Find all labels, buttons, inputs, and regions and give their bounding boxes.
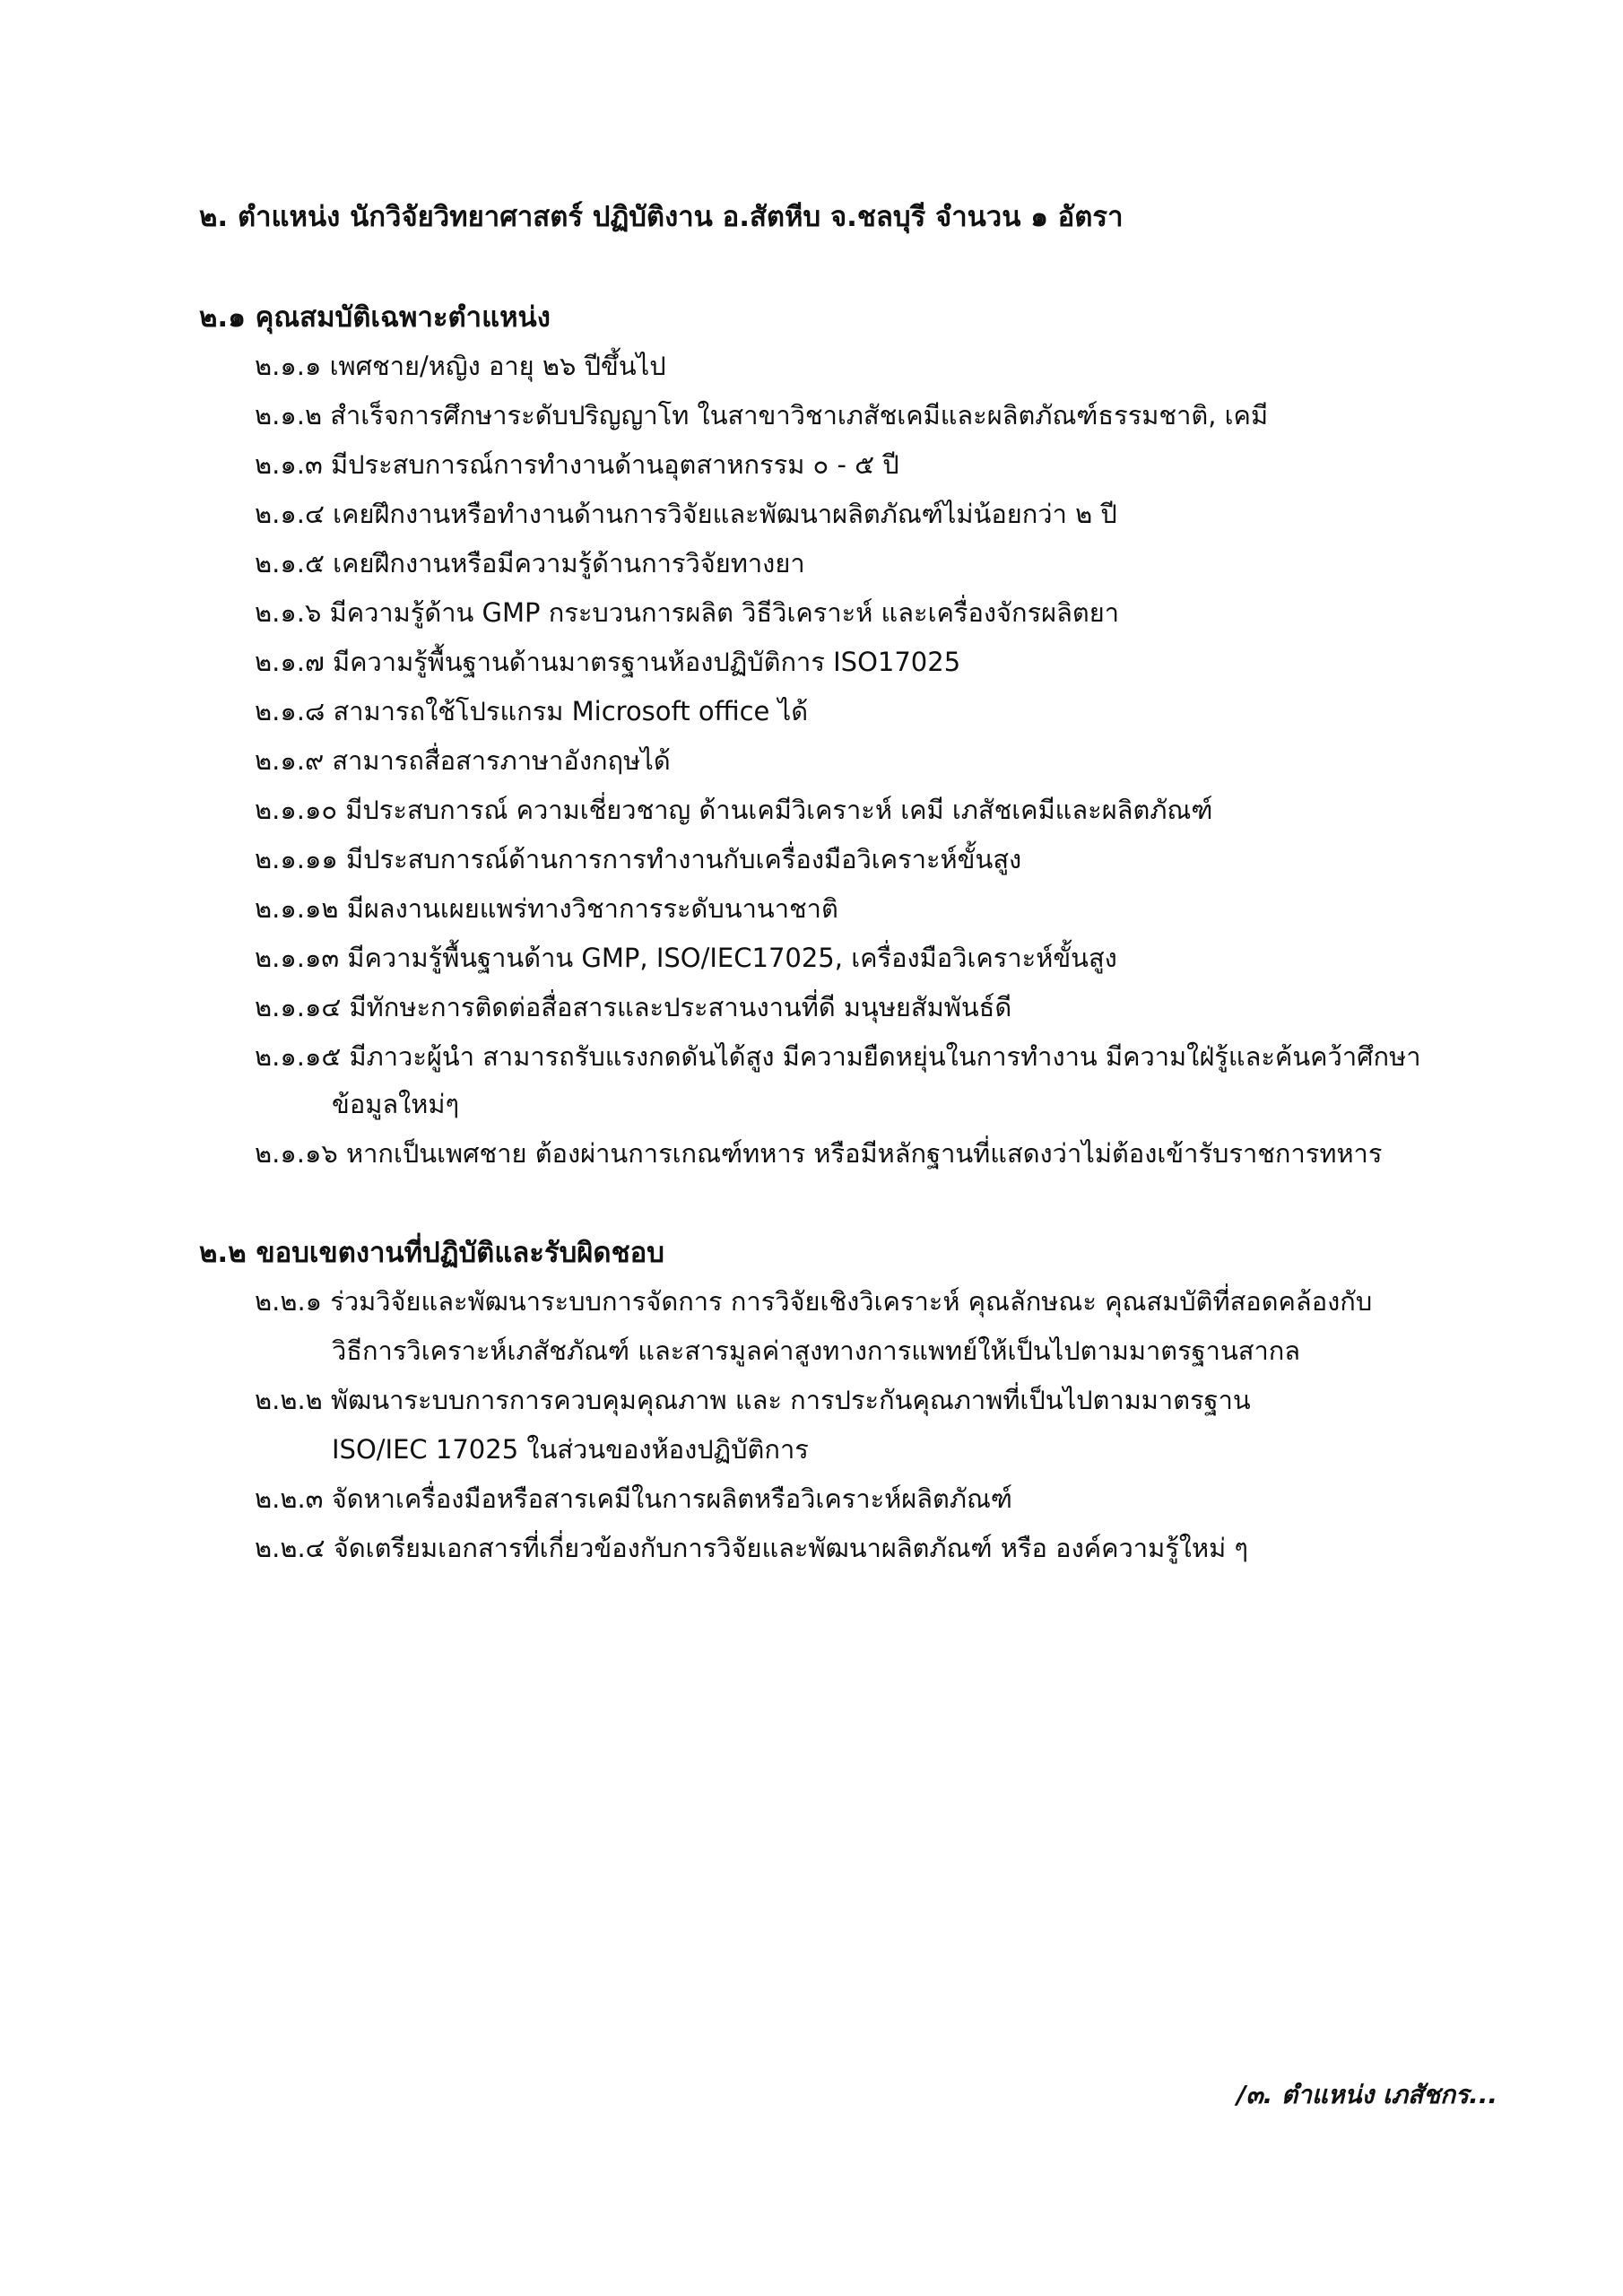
responsibility-item: ๒.๒.๒ พัฒนาระบบการการควบคุมคุณภาพ และ การประกันคุณภาพที่เป็นไปตามมาตรฐาน: [255, 1385, 1251, 1415]
page-continuation-note: /๓. ตำแหน่ง เภสัชกร...: [1237, 2080, 1497, 2109]
section-heading-qualifications: ๒.๑ คุณสมบัติเฉพาะตำแหน่ง: [199, 301, 551, 334]
qualification-item: ๒.๑.๑๓ มีความรู้พื้นฐานด้าน GMP, ISO/IEC17025, เครื่องมือวิเคราะห์ขั้นสูง: [255, 943, 1117, 973]
qualification-item: ๒.๑.๔ เคยฝึกงานหรือทำงานด้านการวิจัยและพัฒนาผลิตภัณฑ์ไม่น้อยกว่า ๒ ปี: [255, 499, 1117, 529]
responsibility-item: ๒.๒.๓ จัดหาเครื่องมือหรือสารเคมีในการผลิตหรือวิเคราะห์ผลิตภัณฑ์: [255, 1483, 1012, 1514]
qualification-item: ๒.๑.๓ มีประสบการณ์การทำงานด้านอุตสาหกรรม ๐ - ๕ ปี: [255, 449, 899, 480]
responsibility-item: ๒.๒.๑ ร่วมวิจัยและพัฒนาระบบการจัดการ การวิจัยเชิงวิเคราะห์ คุณลักษณะ คุณสมบัติที่สอดคล้องกับ: [255, 1286, 1373, 1317]
qualification-item: ๒.๑.๑๒ มีผลงานเผยแพร่ทางวิชาการระดับนานาชาติ: [255, 893, 838, 924]
qualification-item: ๒.๑.๑๔ มีทักษะการติดต่อสื่อสารและประสานงานที่ดี มนุษยสัมพันธ์ดี: [255, 992, 1012, 1022]
qualification-item: ๒.๑.๖ มีความรู้ด้าน GMP กระบวนการผลิต วิธีวิเคราะห์ และเครื่องจักรผลิตยา: [255, 597, 1120, 628]
qualification-item: ๒.๑.๑๐ มีประสบการณ์ ความเชี่ยวชาญ ด้านเคมีวิเคราะห์ เคมี เภสัชเคมีและผลิตภัณฑ์: [255, 795, 1213, 825]
responsibility-item-continuation: วิธีการวิเคราะห์เภสัชภัณฑ์ และสารมูลค่าสูงทางการแพทย์ให้เป็นไปตามมาตรฐานสากล: [332, 1335, 1301, 1366]
responsibility-item: ๒.๒.๔ จัดเตรียมเอกสารที่เกี่ยวข้องกับการวิจัยและพัฒนาผลิตภัณฑ์ หรือ องค์ความรู้ใหม่ ๆ: [255, 1533, 1248, 1563]
qualification-item: ๒.๑.๙ สามารถสื่อสารภาษาอังกฤษได้: [255, 745, 671, 776]
position-title: ๒. ตำแหน่ง นักวิจัยวิทยาศาสตร์ ปฏิบัติงาน อ.สัตหีบ จ.ชลบุรี จำนวน ๑ อัตรา: [199, 201, 1124, 233]
qualification-item: ๒.๑.๒ สำเร็จการศึกษาระดับปริญญาโท ในสาขาวิชาเภสัชเคมีและผลิตภัณฑ์ธรรมชาติ, เคมี: [255, 400, 1269, 430]
qualification-item: ๒.๑.๑๕ มีภาวะผู้นำ สามารถรับแรงกดดันได้สูง มีความยืดหยุ่นในการทำงาน มีความใฝ่รู้และค้นคว้าศึกษา: [255, 1041, 1421, 1072]
qualification-item: ๒.๑.๘ สามารถใช้โปรแกรม Microsoft office ได้: [255, 696, 809, 726]
responsibility-item-continuation: ISO/IEC 17025 ในส่วนของห้องปฏิบัติการ: [332, 1434, 809, 1465]
qualification-item: ๒.๑.๑๑ มีประสบการณ์ด้านการการทำงานกับเครื่องมือวิเคราะห์ขั้นสูง: [255, 844, 1022, 874]
qualification-item: ๒.๑.๗ มีความรู้พื้นฐานด้านมาตรฐานห้องปฏิบัติการ ISO17025: [255, 647, 961, 677]
qualification-item: ๒.๑.๕ เคยฝึกงานหรือมีความรู้ด้านการวิจัยทางยา: [255, 548, 805, 578]
qualification-item-continuation: ข้อมูลใหม่ๆ: [332, 1089, 460, 1119]
section-heading-responsibilities: ๒.๒ ขอบเขตงานที่ปฏิบัติและรับผิดชอบ: [199, 1237, 664, 1269]
qualification-item: ๒.๑.๑ เพศชาย/หญิง อายุ ๒๖ ปีขึ้นไป: [255, 351, 666, 381]
qualification-item: ๒.๑.๑๖ หากเป็นเพศชาย ต้องผ่านการเกณฑ์ทหาร หรือมีหลักฐานที่แสดงว่าไม่ต้องเข้ารับราชการทหาร: [255, 1138, 1383, 1169]
